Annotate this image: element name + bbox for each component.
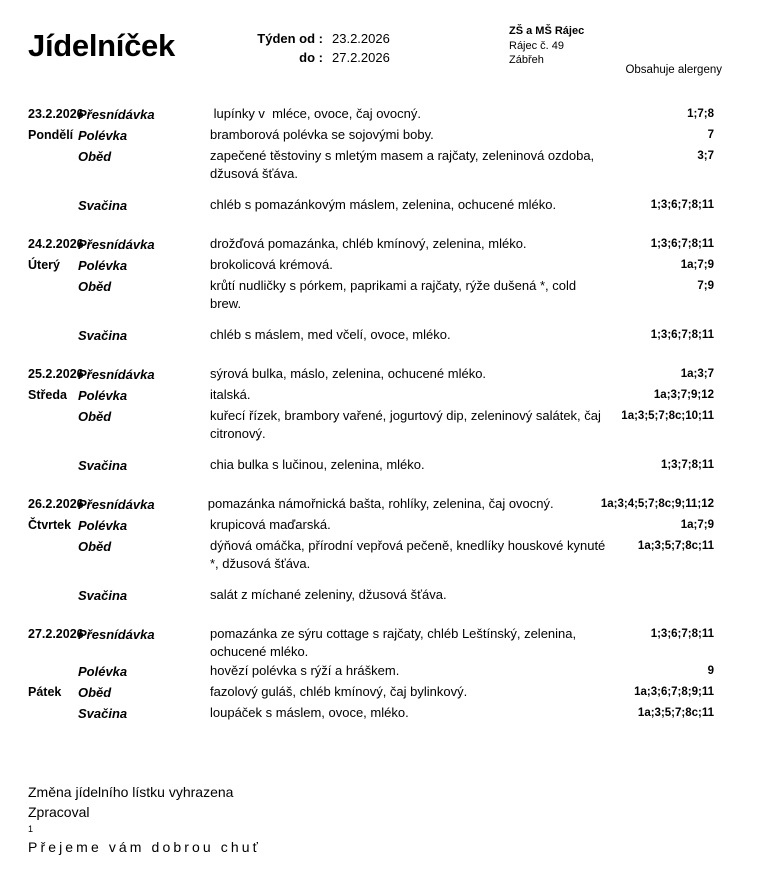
meal-row <box>0 682 758 703</box>
meal-description: krupicová maďarská. <box>210 517 331 532</box>
menu-weekday: Úterý <box>28 258 60 272</box>
meal-allergen-codes: 1;7;8 <box>687 108 714 120</box>
meal-allergen-codes: 1;3;7;8;11 <box>660 459 714 471</box>
day-group <box>0 624 758 724</box>
meal-description: zapečené těstoviny s mletým masem a rajčaty, zeleninová ozdoba, džusová šťáva. <box>210 148 598 181</box>
meal-row <box>0 195 758 216</box>
weekly-menu-table <box>0 104 758 742</box>
prepared-by-label: Zpracoval <box>28 804 90 820</box>
meal-row <box>0 406 758 443</box>
meal-description: hovězí polévka s rýží a hráškem. <box>210 663 400 678</box>
meal-description: pomazánka ze sýru cottage s rajčaty, chléb Leštínský, zelenina, ochucené mléko. <box>210 626 580 659</box>
meal-row <box>0 255 758 276</box>
meal-row <box>0 536 758 573</box>
meal-description: chléb s pomazánkovým máslem, zelenina, ochucené mléko. <box>210 197 557 212</box>
meal-row <box>0 385 758 406</box>
page-number: 1 <box>28 824 34 834</box>
meal-type-label: Svačina <box>78 706 128 721</box>
meal-type-label: Přesnídávka <box>78 367 155 382</box>
meal-description: pomazánka námořnická bašta, rohlíky, zelenina, čaj ovocný. <box>207 496 554 511</box>
meal-description: loupáček s máslem, ovoce, mléko. <box>210 705 409 720</box>
day-group <box>0 234 758 346</box>
meal-row <box>0 125 758 146</box>
meal-type-label: Svačina <box>78 328 128 343</box>
week-from-label: Týden od : <box>257 31 323 46</box>
meal-allergen-codes: 1;3;6;7;8;11 <box>650 628 714 640</box>
menu-weekday: Pondělí <box>28 128 74 142</box>
menu-date: 23.2.2026 <box>28 107 84 121</box>
meal-allergen-codes: 7 <box>707 129 714 141</box>
meal-allergen-codes: 1;3;6;7;8;11 <box>650 199 714 211</box>
school-address-block <box>509 24 584 68</box>
meal-allergen-codes: 1;3;6;7;8;11 <box>650 238 714 250</box>
meal-type-label: Polévka <box>78 258 128 273</box>
meal-allergen-codes: 7;9 <box>697 280 714 292</box>
meal-type-label: Oběd <box>78 539 112 554</box>
meal-description: fazolový guláš, chléb kmínový, čaj bylinkový. <box>210 684 468 699</box>
menu-weekday: Pátek <box>28 685 62 699</box>
meal-description: dýňová omáčka, přírodní vepřová pečeně, knedlíky houskové kynuté *, džusová šťáva. <box>210 538 609 571</box>
menu-date: 25.2.2026 <box>28 367 84 381</box>
day-group <box>0 494 758 606</box>
page-title: Jídelníček <box>28 28 175 63</box>
school-name: ZŠ a MŠ Rájec <box>509 25 585 37</box>
meal-row <box>0 661 758 682</box>
meal-allergen-codes: 1a;3;6;7;8;9;11 <box>634 686 714 698</box>
menu-date: 26.2.2026 <box>28 497 84 511</box>
meal-description: chléb s máslem, med včelí, ovoce, mléko. <box>210 327 451 342</box>
meal-allergen-codes: 1a;3;7;9;12 <box>653 389 714 401</box>
meal-row <box>0 234 758 255</box>
day-group <box>0 364 758 476</box>
school-street: Rájec č. 49 <box>509 39 565 52</box>
meal-type-label: Polévka <box>78 518 128 533</box>
meal-type-label: Polévka <box>78 128 128 143</box>
meal-description: bramborová polévka se sojovými boby. <box>210 127 434 142</box>
meal-type-label: Svačina <box>78 588 128 603</box>
meal-type-label: Oběd <box>78 149 112 164</box>
document-header <box>0 0 758 100</box>
meal-description: krůtí nudličky s pórkem, paprikami a rajčaty, rýže dušená *, cold brew. <box>210 278 580 311</box>
meal-type-label: Přesnídávka <box>78 497 155 512</box>
meal-description: lupínky v mléce, ovoce, čaj ovocný. <box>210 106 421 121</box>
meal-description: drožďová pomazánka, chléb kmínový, zelenina, mléko. <box>210 236 527 251</box>
meal-type-label: Oběd <box>78 409 112 424</box>
week-to-row <box>230 50 410 69</box>
meal-allergen-codes: 1a;3;7 <box>680 368 714 380</box>
meal-row <box>0 276 758 313</box>
menu-weekday: Čtvrtek <box>28 518 72 532</box>
week-range-block <box>230 31 410 69</box>
week-to-label: do : <box>299 50 323 65</box>
allergen-column-header: Obsahuje alergeny <box>625 64 722 76</box>
meal-description: italská. <box>210 387 251 402</box>
meal-type-label: Přesnídávka <box>78 237 155 252</box>
menu-weekday: Středa <box>28 388 67 402</box>
meal-type-label: Polévka <box>78 388 128 403</box>
meal-description: kuřecí řízek, brambory vařené, jogurtový dip, zeleninový salátek, čaj citronový. <box>210 408 605 441</box>
day-group <box>0 104 758 216</box>
meal-type-label: Svačina <box>78 458 128 473</box>
meal-row <box>0 703 758 724</box>
meal-row <box>0 455 758 476</box>
menu-date: 24.2.2026 <box>28 237 84 251</box>
meal-row <box>0 146 758 183</box>
meal-description: chia bulka s lučinou, zelenina, mléko. <box>210 457 425 472</box>
meal-type-label: Přesnídávka <box>78 107 155 122</box>
meal-allergen-codes: 1a;3;4;5;7;8c;9;11;12 <box>600 498 714 510</box>
meal-row <box>0 494 758 515</box>
meal-allergen-codes: 3;7 <box>697 150 714 162</box>
menu-change-disclaimer: Změna jídelního lístku vyhrazena <box>28 784 234 800</box>
meal-allergen-codes: 1a;3;5;7;8c;11 <box>637 540 714 552</box>
meal-description: brokolicová krémová. <box>210 257 333 272</box>
meal-row <box>0 364 758 385</box>
meal-type-label: Oběd <box>78 685 112 700</box>
meal-row <box>0 624 758 661</box>
meal-allergen-codes: 1a;3;5;7;8c;11 <box>637 707 714 719</box>
school-city: Zábřeh <box>509 54 544 66</box>
meal-allergen-codes: 1;3;6;7;8;11 <box>650 329 714 341</box>
week-from-row <box>230 31 410 50</box>
document-footer <box>28 782 728 857</box>
meal-row <box>0 325 758 346</box>
week-from-value: 23.2.2026 <box>332 31 390 46</box>
meal-description: sýrová bulka, máslo, zelenina, ochucené mléko. <box>210 366 487 381</box>
meal-row <box>0 515 758 536</box>
meal-type-label: Oběd <box>78 279 112 294</box>
meal-type-label: Polévka <box>78 664 128 679</box>
meal-type-label: Svačina <box>78 198 128 213</box>
meal-row <box>0 104 758 125</box>
meal-type-label: Přesnídávka <box>78 627 155 642</box>
menu-date: 27.2.2026 <box>28 627 84 641</box>
meal-allergen-codes: 9 <box>707 665 714 677</box>
bon-appetit-message: Přejeme vám dobrou chuť <box>28 839 261 855</box>
meal-description: salát z míchané zeleniny, džusová šťáva. <box>210 587 447 602</box>
meal-allergen-codes: 1a;7;9 <box>680 259 714 271</box>
meal-allergen-codes: 1a;7;9 <box>680 519 714 531</box>
week-to-value: 27.2.2026 <box>332 50 390 65</box>
meal-allergen-codes: 1a;3;5;7;8c;10;11 <box>621 410 714 422</box>
meal-row <box>0 585 758 606</box>
